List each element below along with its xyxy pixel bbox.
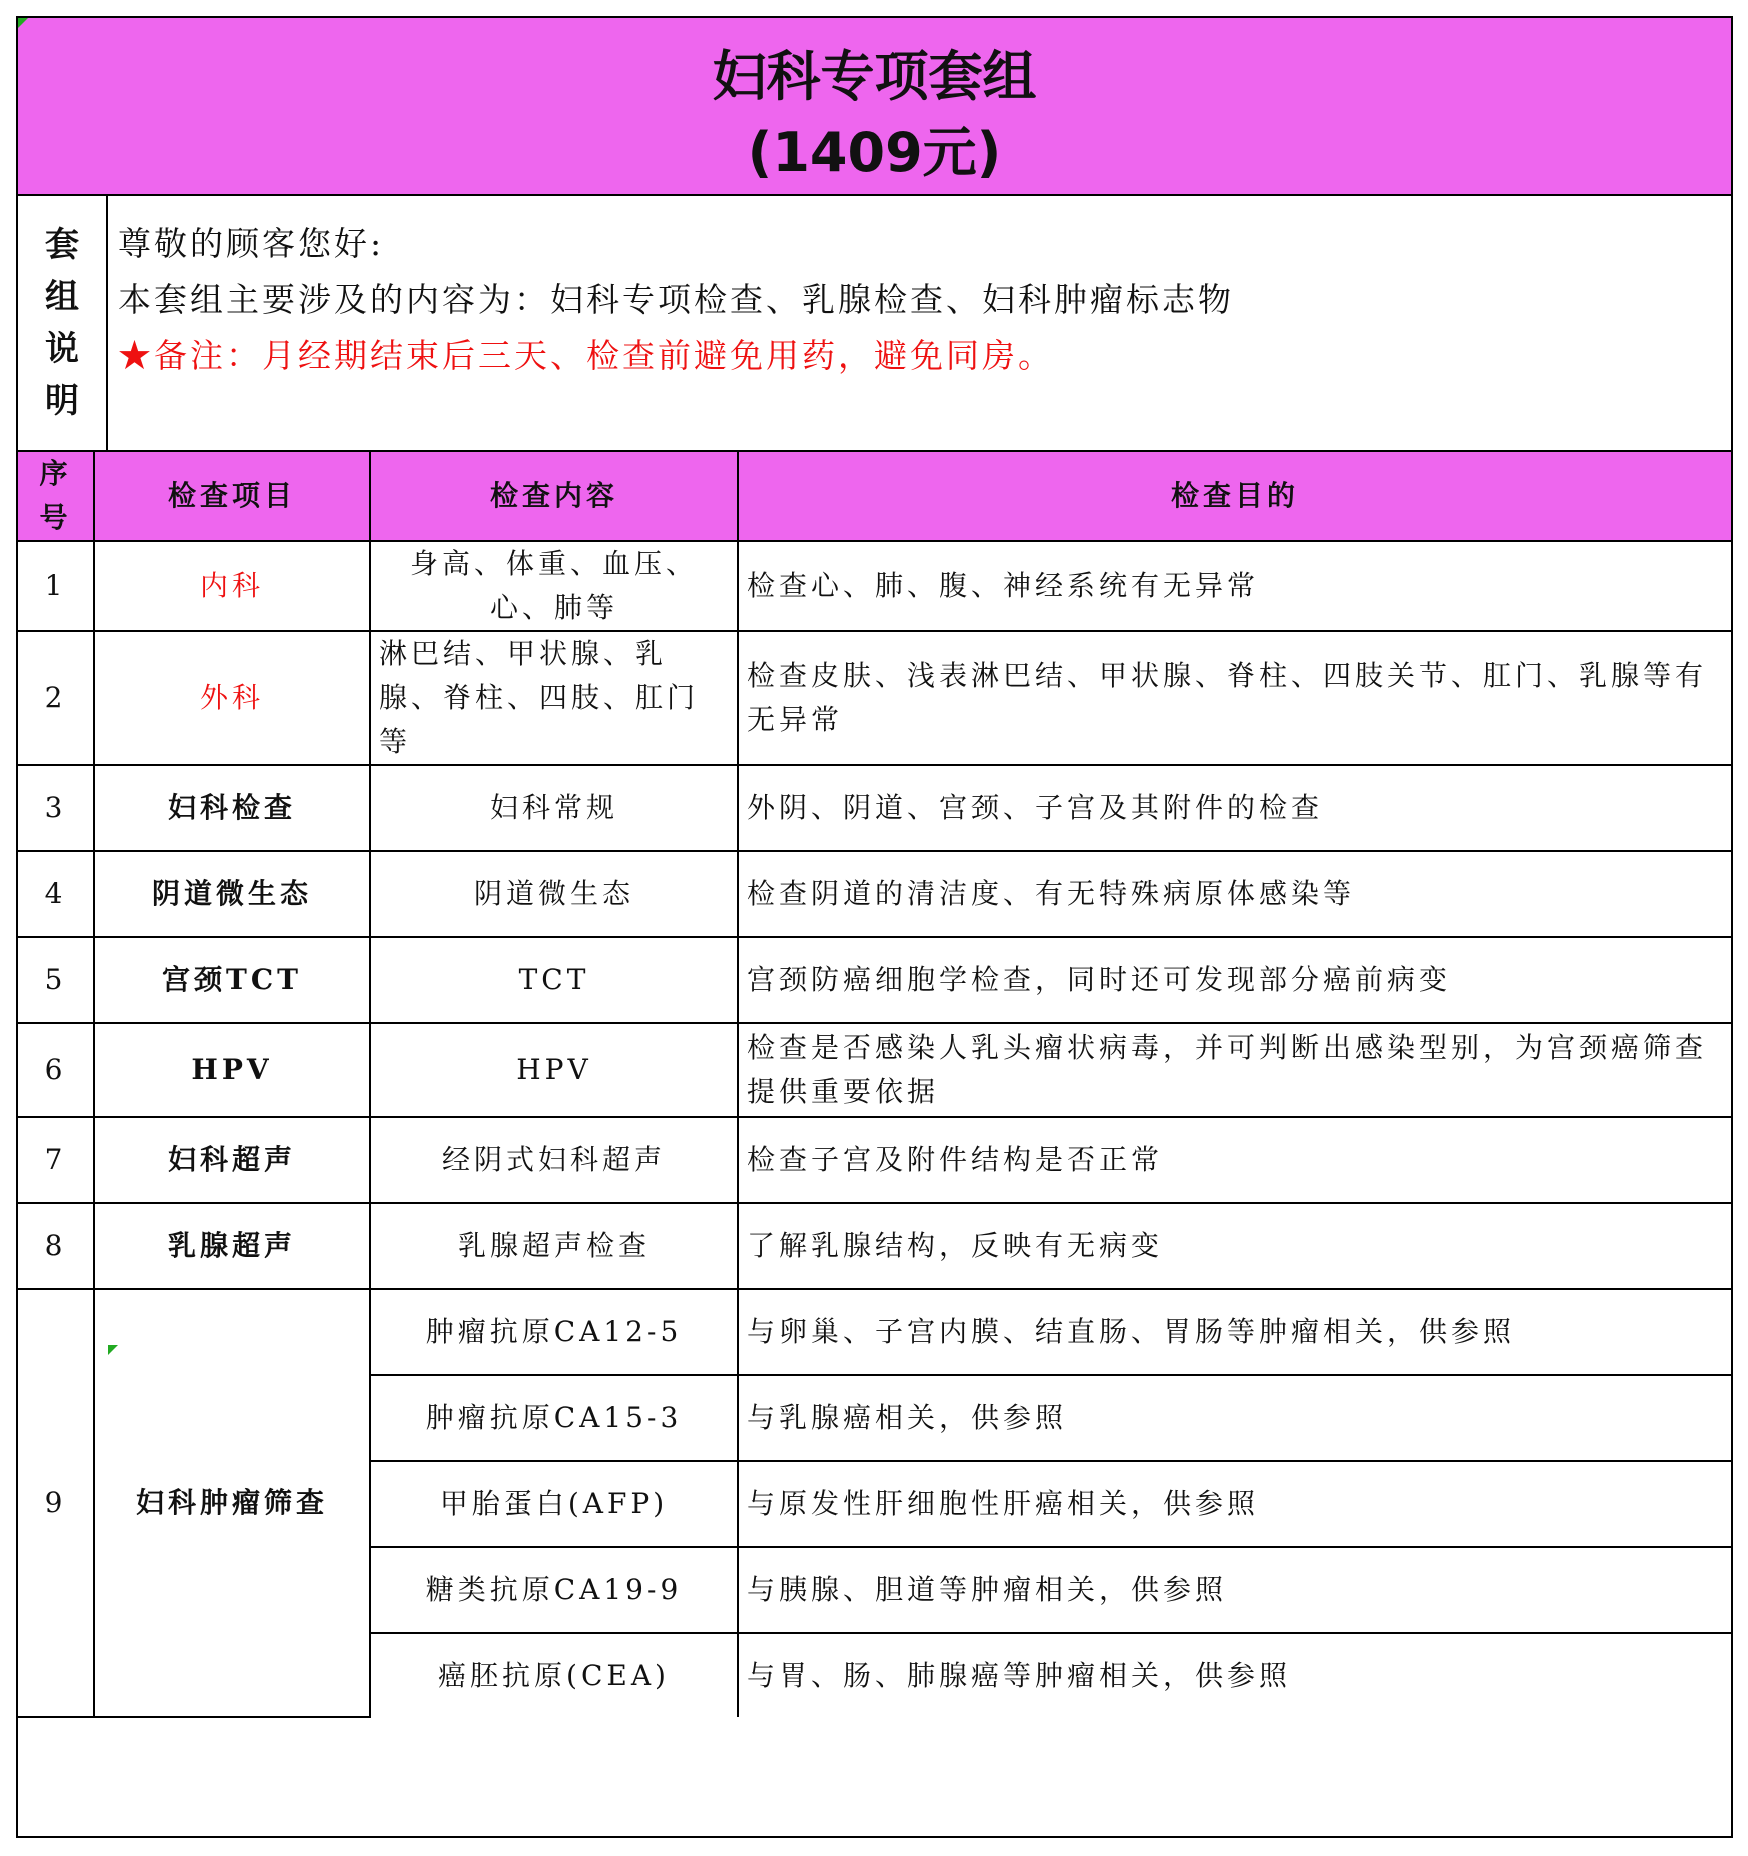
header-no: 序号 bbox=[18, 452, 94, 541]
row-item: 妇科检查 bbox=[94, 765, 370, 851]
table-row bbox=[18, 765, 1731, 851]
title-banner bbox=[18, 18, 1731, 196]
package-price: (1409元) bbox=[747, 121, 1002, 184]
row-purpose: 检查心、肺、腹、神经系统有无异常 bbox=[738, 541, 1731, 631]
table-row bbox=[18, 937, 1731, 1023]
description-label-char: 套 bbox=[45, 225, 79, 265]
row-no: 4 bbox=[18, 851, 94, 937]
row-no: 1 bbox=[18, 541, 94, 631]
row-purpose: 检查子宫及附件结构是否正常 bbox=[738, 1117, 1731, 1203]
note-text: ★备注：月经期结束后三天、检查前避免用药，避免同房。 bbox=[118, 336, 1054, 375]
row-purpose: 检查皮肤、浅表淋巴结、甲状腺、脊柱、四肢关节、肛门、乳腺等有无异常 bbox=[738, 631, 1731, 765]
table-row bbox=[18, 1023, 1731, 1117]
row-purpose: 检查阴道的清洁度、有无特殊病原体感染等 bbox=[738, 851, 1731, 937]
row-no: 5 bbox=[18, 937, 94, 1023]
row-purpose: 宫颈防癌细胞学检查，同时还可发现部分癌前病变 bbox=[738, 937, 1731, 1023]
description-label-char: 明 bbox=[45, 381, 79, 421]
description-text bbox=[108, 196, 1731, 450]
row-purpose: 与胰腺、胆道等肿瘤相关，供参照 bbox=[738, 1547, 1731, 1633]
header-item: 检查项目 bbox=[94, 452, 370, 541]
table-row bbox=[18, 851, 1731, 937]
row-item: 宫颈TCT bbox=[94, 937, 370, 1023]
row-content: 妇科常规 bbox=[370, 765, 738, 851]
description-label bbox=[18, 196, 108, 450]
content-summary: 本套组主要涉及的内容为：妇科专项检查、乳腺检查、妇科肿瘤标志物 bbox=[118, 280, 1234, 319]
table-header-row bbox=[18, 452, 1731, 541]
row-no: 8 bbox=[18, 1203, 94, 1289]
group-item: 妇科肿瘤筛查 bbox=[94, 1289, 370, 1717]
row-content: HPV bbox=[370, 1023, 738, 1117]
cell-comment-marker bbox=[108, 1345, 118, 1355]
row-content: 淋巴结、甲状腺、乳腺、脊柱、四肢、肛门等 bbox=[370, 631, 738, 765]
header-content: 检查内容 bbox=[370, 452, 738, 541]
row-content: 肿瘤抗原CA12-5 bbox=[370, 1289, 738, 1375]
row-content: 身高、体重、血压、心、肺等 bbox=[370, 541, 738, 631]
row-content: 肿瘤抗原CA15-3 bbox=[370, 1375, 738, 1461]
exam-table bbox=[18, 452, 1731, 1718]
row-content: 乳腺超声检查 bbox=[370, 1203, 738, 1289]
description-label-char: 说 bbox=[45, 329, 79, 369]
table-row bbox=[18, 631, 1731, 765]
description-label-char: 组 bbox=[45, 277, 79, 317]
row-item: 外科 bbox=[94, 631, 370, 765]
row-content: 癌胚抗原(CEA) bbox=[370, 1633, 738, 1717]
package-sheet bbox=[16, 16, 1733, 1838]
table-row bbox=[18, 1289, 1731, 1375]
table-row bbox=[18, 1117, 1731, 1203]
row-content: 糖类抗原CA19-9 bbox=[370, 1547, 738, 1633]
row-purpose: 与乳腺癌相关，供参照 bbox=[738, 1375, 1731, 1461]
cell-comment-marker bbox=[18, 18, 28, 28]
row-item: 乳腺超声 bbox=[94, 1203, 370, 1289]
row-item: 妇科超声 bbox=[94, 1117, 370, 1203]
row-no: 2 bbox=[18, 631, 94, 765]
row-purpose: 与原发性肝细胞性肝癌相关，供参照 bbox=[738, 1461, 1731, 1547]
row-no: 3 bbox=[18, 765, 94, 851]
row-no: 7 bbox=[18, 1117, 94, 1203]
table-row bbox=[18, 1203, 1731, 1289]
package-description bbox=[18, 196, 1731, 452]
row-purpose: 检查是否感染人乳头瘤状病毒，并可判断出感染型别，为宫颈癌筛查提供重要依据 bbox=[738, 1023, 1731, 1117]
row-purpose: 了解乳腺结构，反映有无病变 bbox=[738, 1203, 1731, 1289]
group-no: 9 bbox=[18, 1289, 94, 1717]
row-content: 经阴式妇科超声 bbox=[370, 1117, 738, 1203]
row-purpose: 与胃、肠、肺腺癌等肿瘤相关，供参照 bbox=[738, 1633, 1731, 1717]
header-purpose: 检查目的 bbox=[738, 452, 1731, 541]
row-purpose: 外阴、阴道、宫颈、子宫及其附件的检查 bbox=[738, 765, 1731, 851]
row-purpose: 与卵巢、子宫内膜、结直肠、胃肠等肿瘤相关，供参照 bbox=[738, 1289, 1731, 1375]
row-item: 内科 bbox=[94, 541, 370, 631]
package-title: 妇科专项套组 bbox=[712, 45, 1037, 108]
row-no: 6 bbox=[18, 1023, 94, 1117]
row-content: 甲胎蛋白(AFP) bbox=[370, 1461, 738, 1547]
row-item: HPV bbox=[94, 1023, 370, 1117]
row-content: TCT bbox=[370, 937, 738, 1023]
table-row bbox=[18, 541, 1731, 631]
row-content: 阴道微生态 bbox=[370, 851, 738, 937]
row-item: 阴道微生态 bbox=[94, 851, 370, 937]
greeting-text: 尊敬的顾客您好: bbox=[118, 224, 385, 263]
